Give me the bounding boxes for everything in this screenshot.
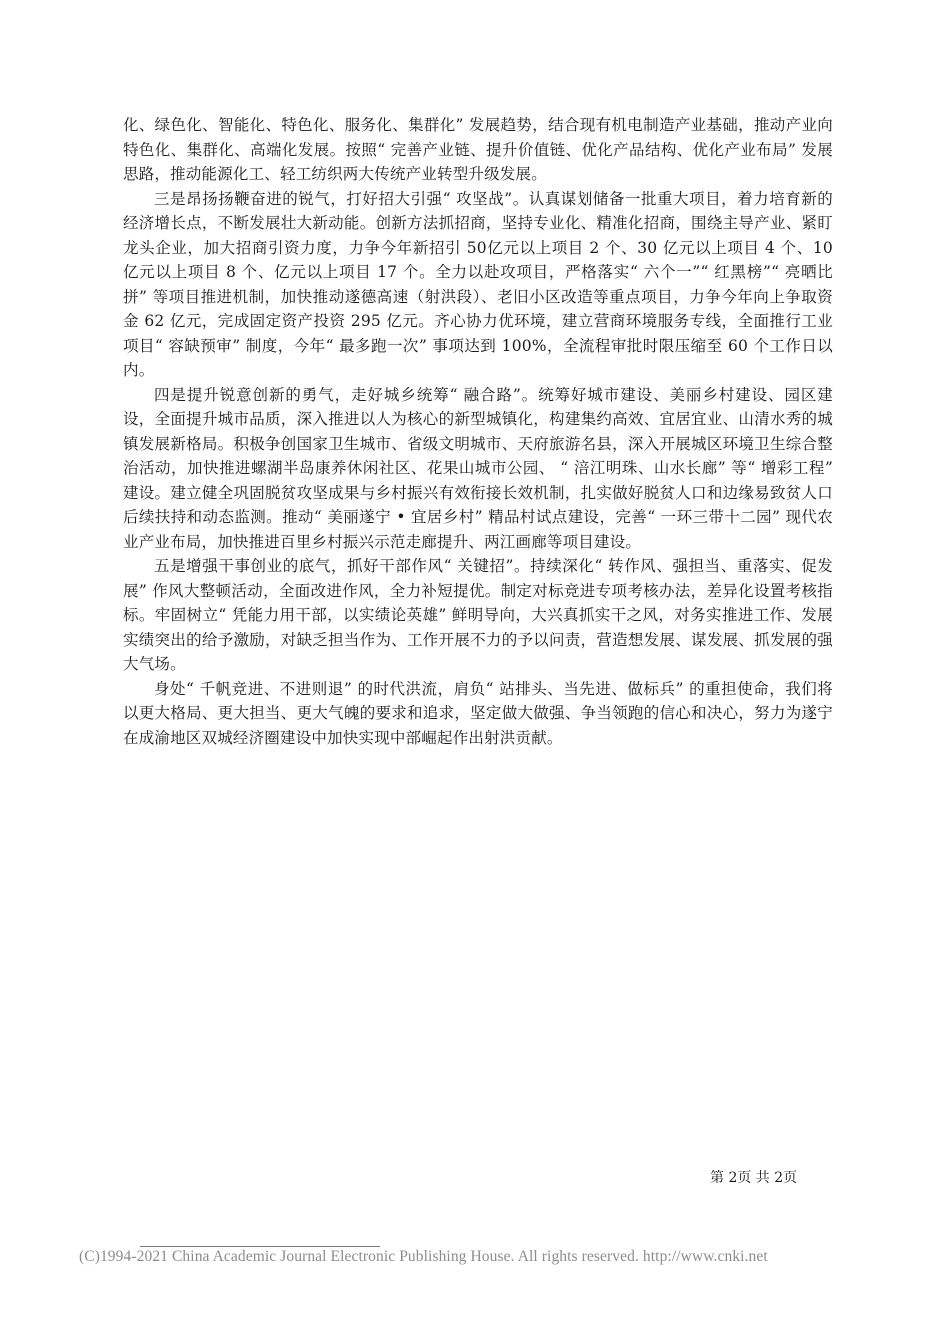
document-body [123, 113, 833, 750]
paragraph-conclusion: 身处“ 千帆竞进、不进则退” 的时代洪流，肩负“ 站排头、当先进、做标兵” 的重担使命，我们将以更大格局、更大担当、更大气魄的要求和追求，坚定做大做强、争当领跑的信心和决心，努力为遂宁在成渝地区双城经济圈建设中加快实现中部崛起作出射洪贡献。 [123, 679, 833, 747]
paragraph-urban-rural: 四是提升锐意创新的勇气，走好城乡统筹“ 融合路”。统筹好城市建设、美丽乡村建设、园区建设，全面提升城市品质，深入推进以人为核心的新型城镇化，构建集约高效、宜居宜业、山清水秀的城镇发展新格局。积极争创国家卫生城市、省级文明城市、天府旅游名县，深入开展城区环境卫生综合整治活动，加快推进螺湖半岛康养休闲社区、花果山城市公园、 “ 涪江明珠、山水长廊” 等“ 增彩工程” 建设。建立健全巩固脱贫攻坚成果与乡村振兴有效衔接长效机制，扎实做好脱贫人口和边缘易致贫人口后续扶持和动态监测。推动“ 美丽遂宁 • 宜居乡村” 精品村试点建设，完善“ 一环三带十二园” 现代农业产业布局，加快推进百里乡村振兴示范走廊提升、两江画廊等项目建设。 [123, 385, 833, 551]
page-number: 第 2页 共 2页 [710, 1170, 798, 1186]
paragraph-continued: 化、绿色化、智能化、特色化、服务化、集群化” 发展趋势，结合现有机电制造产业基础，推动产业向特色化、集群化、高端化发展。按照“ 完善产业链、提升价值链、优化产品结构、优化产业布局” 发展思路，推动能源化工、轻工纺织两大传统产业转型升级发展。 [123, 116, 833, 183]
paragraph-investment: 三是昂扬扬鞭奋进的锐气，打好招大引强“ 攻坚战”。认真谋划储备一批重大项目，着力培育新的经济增长点，不断发展壮大新动能。创新方法抓招商，坚持专业化、精准化招商，围绕主导产业、紧盯龙头企业，加大招商引资力度，力争今年新招引 50亿元以上项目 2 个、30 亿元以上项目 4 个、10 亿元以上项目 8 个、亿元以上项目 17 个。全力以赴攻项目，严格落实“ 六个一”“ 红黑榜”“ 亮晒比拼” 等项目推进机制，加快推动遂德高速（射洪段）、老旧小区改造等重点项目，力争今年向上争取资金 62 亿元，完成固定资产投资 295 亿元。齐心协力优环境，建立营商环境服务专线，全面推行工业项目“ 容缺预审” 制度，今年“ 最多跑一次” 事项达到 100%，全流程审批时限压缩至 60 个工作日以内。 [123, 189, 833, 379]
paragraph-cadre-style: 五是增强干事创业的底气，抓好干部作风“ 关键招”。持续深化“ 转作风、强担当、重落实、促发展” 作风大整顿活动，全面改进作风，全力补短提优。制定对标竞进专项考核办法，差异化设置考核指标。牢固树立“ 凭能力用干部，以实绩论英雄” 鲜明导向，大兴真抓实干之风，对务实推进工作、发展实绩突出的给予激励，对缺乏担当作为、工作开展不力的予以问责，营造想发展、谋发展、抓发展的强大气场。 [123, 557, 833, 673]
footer-divider [140, 1246, 380, 1247]
copyright-notice: (C)1994-2021 China Academic Journal Electronic Publishing House. All rights reserved. http://www.cnki.net [79, 1248, 768, 1265]
